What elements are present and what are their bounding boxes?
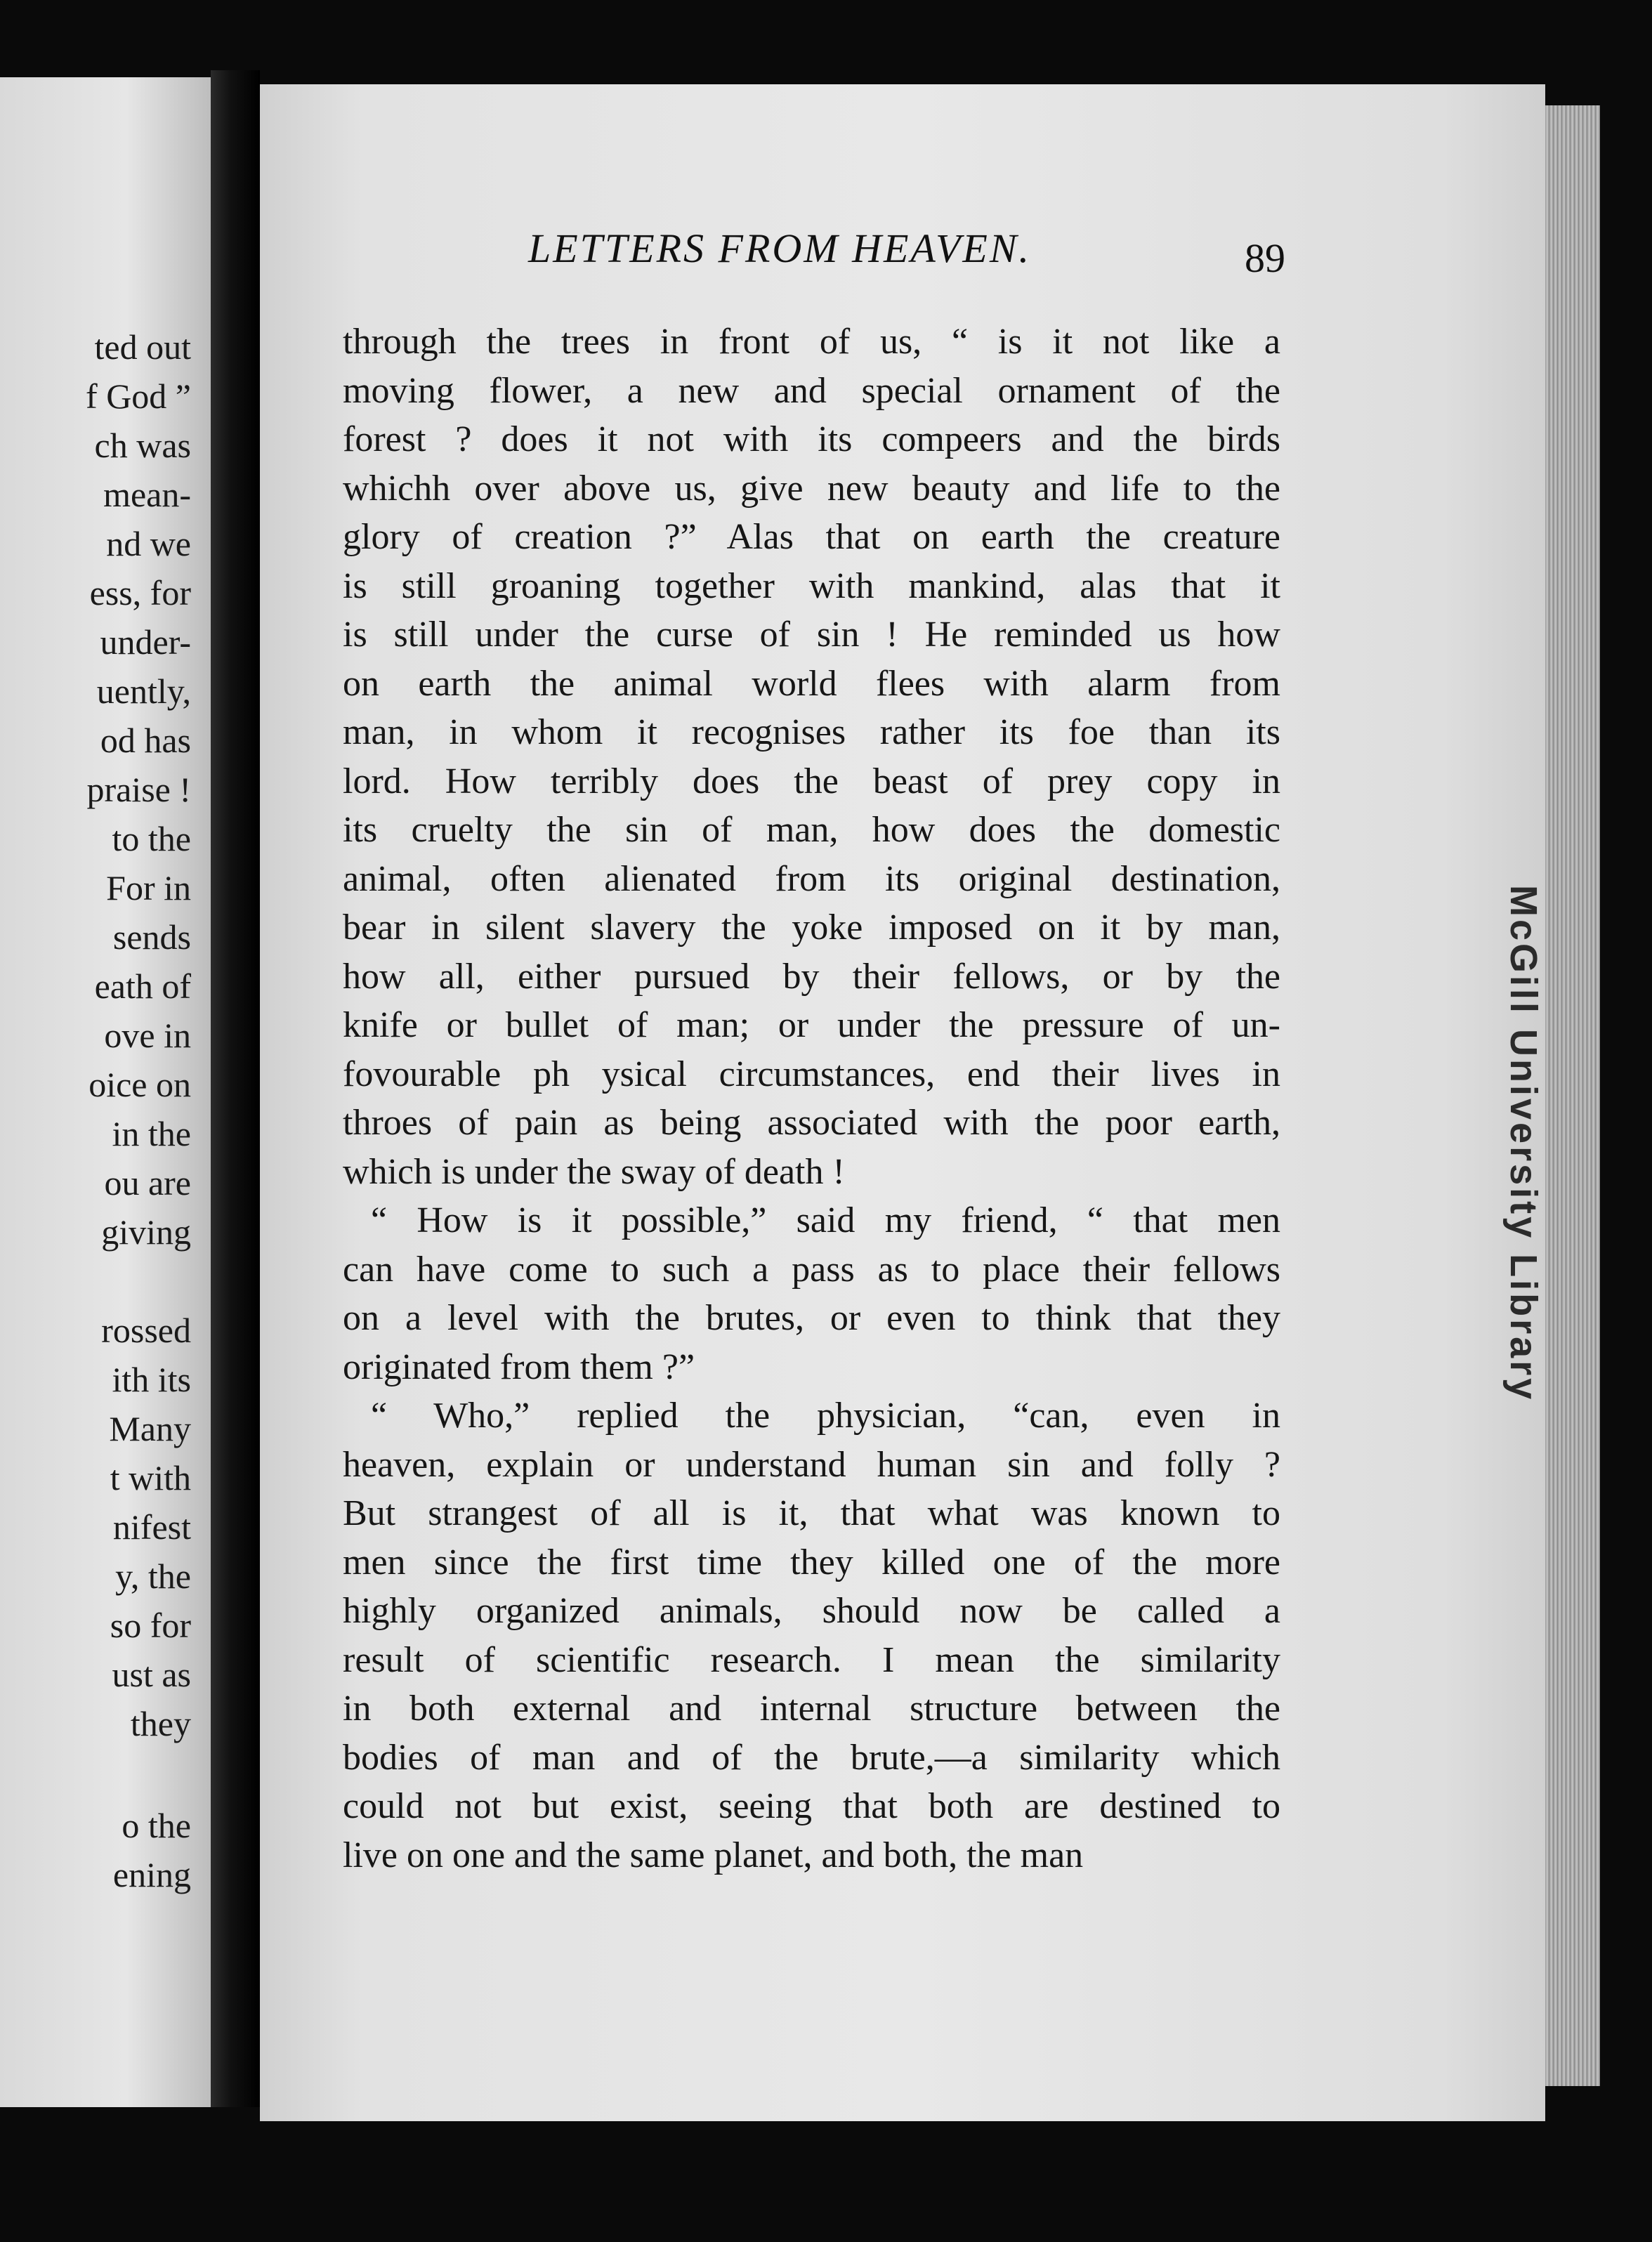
body-line: bear in silent slavery the yoke imposed on it by man, [343, 907, 1280, 948]
left-page-line: ch was [94, 426, 191, 465]
body-line: heaven, explain or understand human sin and folly ? [343, 1444, 1280, 1485]
body-line: in both external and internal structure between the [343, 1689, 1280, 1729]
body-line: live on one and the same planet, and both, the man [343, 1835, 1084, 1875]
left-page-line: t with [110, 1458, 191, 1497]
body-line: on a level with the brutes, or even to think that they [343, 1298, 1280, 1338]
book-gutter [211, 70, 260, 2107]
left-page-line: f God ” [86, 376, 191, 416]
left-page-line: ith its [112, 1360, 191, 1399]
body-line: moving flower, a new and special ornament of the [343, 370, 1280, 411]
left-page-line: For in [106, 868, 191, 907]
body-line: highly organized animals, should now be called a [343, 1591, 1280, 1631]
left-page-line: sends [112, 917, 191, 957]
body-line: its cruelty the sin of man, how does the domestic [343, 810, 1280, 850]
body-line: is still groaning together with mankind, alas that it [343, 565, 1280, 606]
left-page-line: under- [100, 622, 191, 662]
left-page-line: in the [112, 1114, 191, 1153]
body-line: can have come to such a pass as to place their fellows [343, 1249, 1280, 1290]
left-page-line: praise ! [86, 770, 191, 809]
body-line: glory of creation ?” Alas that on earth the creature [343, 517, 1280, 557]
left-page-line: od has [100, 721, 191, 760]
left-page-line: o the [122, 1806, 191, 1845]
body-line: how all, either pursued by their fellows, or by the [343, 956, 1280, 997]
body-line: on earth the animal world flees with alarm from [343, 663, 1280, 704]
body-line: through the trees in front of us, “ is it not like a [343, 322, 1280, 362]
library-stamp [1496, 885, 1559, 1433]
body-line: bodies of man and of the brute,—a similarity which [343, 1737, 1280, 1778]
page-number: 89 [1245, 235, 1285, 281]
left-page-line: ening [112, 1855, 191, 1894]
body-line: originated from them ?” [343, 1346, 695, 1387]
left-page-line: ust as [112, 1655, 191, 1694]
left-page-line: to the [112, 819, 191, 858]
body-line: whichh over above us, give new beauty and life to the [343, 468, 1280, 509]
left-page-line: so for [110, 1606, 191, 1645]
left-page-line: they [130, 1704, 191, 1743]
body-line: forest ? does it not with its compeers and the birds [343, 419, 1280, 459]
body-text [343, 317, 1280, 1880]
body-line: “ Who,” replied the physician, “can, even in [371, 1396, 1280, 1436]
left-page-line: nifest [112, 1507, 191, 1547]
body-line: lord. How terribly does the beast of prey copy in [343, 761, 1280, 801]
body-line: knife or bullet of man; or under the pressure of un- [343, 1005, 1280, 1045]
body-line: result of scientific research. I mean the similarity [343, 1639, 1280, 1680]
left-page-line: ted out [94, 327, 191, 367]
body-line: throes of pain as being associated with the poor earth, [343, 1103, 1280, 1143]
left-page-line: eath of [94, 966, 191, 1006]
left-page-line: uently, [96, 671, 191, 711]
body-line: is still under the curse of sin ! He reminded us how [343, 615, 1280, 655]
left-page-line: ou are [104, 1163, 191, 1202]
body-line: “ How is it possible,” said my friend, “ that men [371, 1200, 1280, 1240]
body-line: But strangest of all is it, that what was known to [343, 1493, 1280, 1533]
body-line: fovourable ph ysical circumstances, end their lives in [343, 1054, 1280, 1094]
left-page-line: rossed [101, 1311, 191, 1350]
left-page-line: y, the [115, 1556, 191, 1596]
left-page-line: Many [109, 1409, 191, 1448]
body-line: man, in whom it recognises rather its foe than its [343, 712, 1280, 752]
library-stamp-text: McGill University Library [1502, 885, 1545, 1403]
left-page-line: ove in [104, 1016, 191, 1055]
left-page-line: nd we [106, 524, 191, 563]
body-line: men since the first time they killed one of the more [343, 1542, 1280, 1582]
left-page-line: oice on [88, 1065, 191, 1104]
left-facing-page [0, 77, 211, 2107]
left-page-line: ess, for [89, 573, 191, 612]
running-head: LETTERS FROM HEAVEN. [528, 225, 1032, 271]
body-line: animal, often alienated from its original destination, [343, 858, 1280, 899]
body-line: which is under the sway of death ! [343, 1151, 845, 1192]
left-page-line: giving [101, 1212, 191, 1252]
body-line: could not but exist, seeing that both are destined to [343, 1786, 1280, 1826]
left-page-line: mean- [103, 475, 191, 514]
